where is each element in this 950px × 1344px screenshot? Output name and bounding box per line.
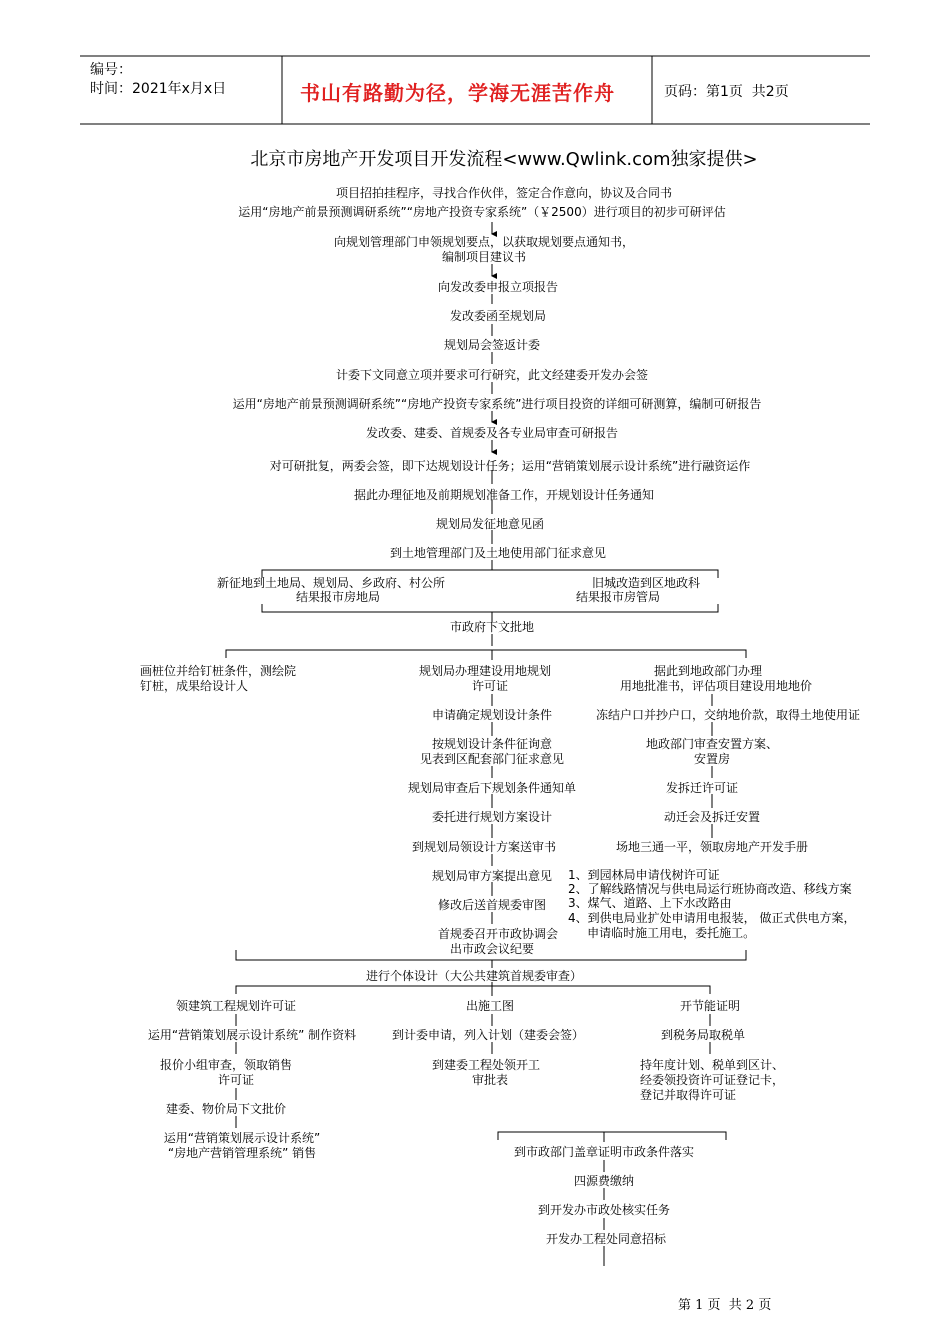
step-7: 运用“房地产前景预测调研系统”“房地产投资专家系统”进行项目投资的详细可研测算，编制可研报告: [232, 397, 762, 411]
step-10: 据此办理征地及前期规划准备工作，开规划设计任务通知: [353, 488, 655, 502]
step-13: 市政府下文批地: [449, 620, 535, 634]
col2-item: 规划局审查后下规划条件通知单: [407, 781, 577, 795]
col3-item: 地政部门审查安置方案、: [645, 737, 779, 751]
b2-col3-item: 登记并取得许可证: [640, 1088, 737, 1102]
page-label: 页码：第1页 共2页: [664, 84, 789, 100]
b2-col1-item: 领建筑工程规划许可证: [175, 999, 297, 1013]
b2-col3-item: 持年度计划、税单到区计、: [640, 1058, 785, 1072]
note-item: 1、到园林局申请伐树许可证: [568, 868, 720, 882]
design-step: 进行个体设计（大公共建筑首规委审查）: [365, 969, 583, 983]
step-3: 向发改委申报立项报告: [437, 280, 559, 294]
branch-new-land-a: 新征地到土地局、规划局、乡政府、村公所: [216, 576, 446, 590]
step-2b: 编制项目建议书: [441, 250, 527, 264]
col1-line-a: 画桩位并给钉桩条件，测绘院: [140, 664, 297, 678]
page-title: 北京市房地产开发项目开发流程<www.Qwlink.com独家提供>: [250, 149, 758, 170]
step-5: 规划局会签返计委: [443, 338, 541, 352]
motto: 书山有路勤为径，学海无涯苦作舟: [300, 81, 615, 105]
b2-col1-item: 许可证: [217, 1073, 255, 1087]
final-item: 开发办工程处同意招标: [545, 1232, 667, 1246]
branch-old-city-a: 旧城改造到区地政科: [591, 576, 701, 590]
col2-item: 规划局审方案提出意见: [431, 869, 553, 883]
b2-col2-item: 到建委工程处领开工: [431, 1058, 541, 1072]
col3-item: 冻结户口并抄户口，交纳地价款，取得土地使用证: [595, 708, 861, 722]
col1-line-b: 钉桩，成果给设计人: [140, 679, 249, 693]
col2-item: 修改后送首规委审图: [437, 898, 547, 912]
col2-item: 首规委召开市政协调会: [437, 927, 559, 941]
b2-col3-item: 开节能证明: [679, 999, 741, 1013]
note-item: 2、了解线路情况与供电局运行班协商改造、移线方案: [568, 882, 852, 896]
final-item: 到市政部门盖章证明市政条件落实: [513, 1145, 695, 1159]
step-11: 规划局发征地意见函: [435, 517, 545, 531]
note-item: 4、到供电局业扩处申请用电报装， 做正式供电方案，: [568, 911, 856, 925]
b2-col2-item: 到计委申请，列入计划（建委会签）: [391, 1028, 585, 1042]
time-label: 时间：2021年x月x日: [90, 81, 227, 97]
note-item: 申请临时施工用电，委托施工。: [568, 926, 756, 940]
col3-item: 场地三通一平，领取房地产开发手册: [615, 840, 809, 854]
step-2a: 向规划管理部门申领规划要点，以获取规划要点通知书，: [333, 235, 635, 249]
b2-col2-item: 出施工图: [465, 999, 515, 1013]
step-8: 发改委、建委、首规委及各专业局审查可研报告: [365, 426, 619, 440]
step-1a: 项目招拍挂程序，寻找合作伙伴，签定合作意向，协议及合同书: [335, 186, 673, 200]
col2-item: 见表到区配套部门征求意见: [419, 752, 565, 766]
b2-col1-item: 建委、物价局下文批价: [165, 1102, 287, 1116]
b2-col2-item: 审批表: [471, 1073, 509, 1087]
final-item: 四源费缴纳: [573, 1174, 635, 1188]
col2-item: 委托进行规划方案设计: [431, 810, 553, 824]
step-6: 计委下文同意立项并要求可行研究，此文经建委开发办会签: [335, 368, 649, 382]
b2-col3-item: 经委领投资许可证登记卡，: [640, 1073, 785, 1087]
col2-item: 许可证: [471, 679, 509, 693]
col2-item: 到规划局领设计方案送审书: [411, 840, 557, 854]
step-4: 发改委函至规划局: [449, 309, 547, 323]
col3-item: 发拆迁许可证: [665, 781, 739, 795]
branch-old-city-b: 结果报市房管局: [575, 590, 661, 604]
step-1b: 运用“房地产前景预测调研系统”“房地产投资专家系统”（￥2500）进行项目的初步可研评估: [238, 205, 726, 219]
note-item: 3、煤气、道路、上下水改路由: [568, 896, 732, 910]
col2-item: 申请确定规划设计条件: [431, 708, 553, 722]
final-item: 到开发办市政处核实任务: [537, 1203, 671, 1217]
b2-col1-item: “房地产营销管理系统” 销售: [167, 1146, 317, 1160]
col3-item: 用地批准书，评估项目建设用地地价: [619, 679, 813, 693]
b2-col1-item: 运用“营销策划展示设计系统”: [163, 1131, 321, 1145]
col2-item: 按规划设计条件征询意: [431, 737, 553, 751]
col3-item: 安置房: [693, 752, 731, 766]
step-12: 到土地管理部门及土地使用部门征求意见: [389, 546, 607, 560]
b2-col1-item: 运用“营销策划展示设计系统” 制作资料: [147, 1028, 357, 1042]
col2-item: 规划局办理建设用地规划: [418, 664, 552, 678]
b2-col3-item: 到税务局取税单: [660, 1028, 746, 1042]
step-9: 对可研批复，两委会签，即下达规划设计任务；运用“营销策划展示设计系统”进行融资运作: [269, 459, 751, 473]
number-label: 编号：: [90, 62, 132, 78]
col3-item: 据此到地政部门办理: [653, 664, 763, 678]
branch-new-land-b: 结果报市房地局: [295, 590, 381, 604]
col3-item: 动迁会及拆迁安置: [663, 810, 761, 824]
col2-item: 出市政会议纪要: [449, 942, 535, 956]
page-footer: 第 1 页 共 2 页: [678, 1298, 772, 1313]
b2-col1-item: 报价小组审查，领取销售: [159, 1058, 293, 1072]
